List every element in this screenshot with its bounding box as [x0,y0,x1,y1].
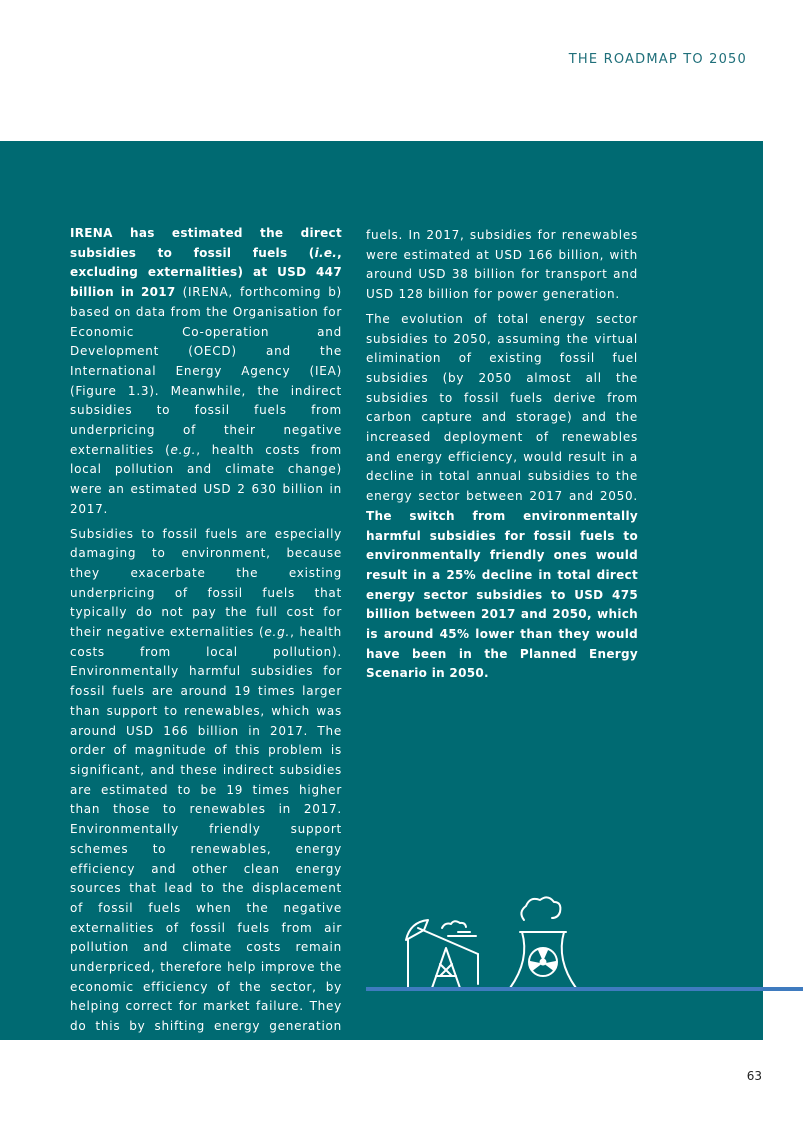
body-text: (IRENA, forthcoming b) based on data from the Organisation for Economic Co-operation and Development (OECD) and the International Energy Agency (IEA) (Figure 1.3). Meanwhile, the indirect subsidies to fossil fuels from underpricing of their negative externalities ( [70,285,342,457]
body-text: fuels. In 2017, subsidies for renewables were estimated at USD 166 billion, with around USD 38 billion for transport and USD 128 billion for power generation. [366,228,638,302]
body-text: , health costs from local pollution). Environmentally harmful subsidies for fossil fuels are around 19 times larger than support to renewables, which was around USD 166 billion in 2017. The order of magnitude of this problem is significant, and these indirect subsidies are estimated to be 19 times higher than those to renewables in 2017. Environmentally friendly support schemes to renewables, energy efficiency and other clean energy sources that lead to the displacement of fossil fuels when the negative externalities of fossil fuels from air pollution and climate costs remain underpriced, therefore help improve the economic efficiency of the sector, by helping correct for market failure. They do this by shifting energy generation and use towards technologies that reduce the negative externalities of fossil [70,625,342,1093]
italic-text: e.g. [264,625,291,640]
paragraph-direct-subsidies [70,224,342,520]
divider-rule [366,987,803,991]
page-number: 63 [746,1069,762,1083]
body-text: The evolution of total energy sector subsidies to 2050, assuming the virtual elimination of existing fossil fuel subsidies (by 2050 almost all the subsidies to fossil fuels derive from carbon capture and storage) and the increased deployment of renewables and energy efficiency, would result in a decline in total annual subsidies to the energy sector between 2017 and 2050. [366,311,638,504]
bold-italic-text: i.e. [314,245,338,260]
bold-text: , excluding externalities) at USD 447 billion in 2017 [70,245,342,300]
body-text: , health costs from local pollution and climate change) were an estimated USD 2 630 billion in 2017. [70,442,342,516]
paragraph-subsidy-evolution [366,310,638,684]
bold-text: The switch from environmentally harmful subsidies for fossil fuels to environmentally friendly ones would result in a 25% decline in total direct energy sector subsidies to USD 475 billion between 2017 and 2050, which is around 45% lower than they would have been in the Planned Energy Scenario in 2050. [366,508,638,681]
left-column [70,224,342,1101]
nuclear-cooling-tower-icon [510,897,576,988]
paragraph-renewable-subsidies [366,226,638,305]
paragraph-subsidies-damaging [70,525,342,1096]
right-column [366,226,638,689]
bold-text: IRENA has estimated the direct subsidies to fossil fuels ( [70,226,342,260]
body-text: Subsidies to fossil fuels are especially damaging to environment, because they exacerbate the existing underpricing of fossil fuels that typically do not pay the full cost for their negative externalities ( [70,526,342,640]
energy-illustration [396,888,596,990]
oil-pumpjack-icon [400,920,480,988]
italic-text: e.g. [170,442,197,457]
section-header: THE ROADMAP TO 2050 [568,52,747,67]
